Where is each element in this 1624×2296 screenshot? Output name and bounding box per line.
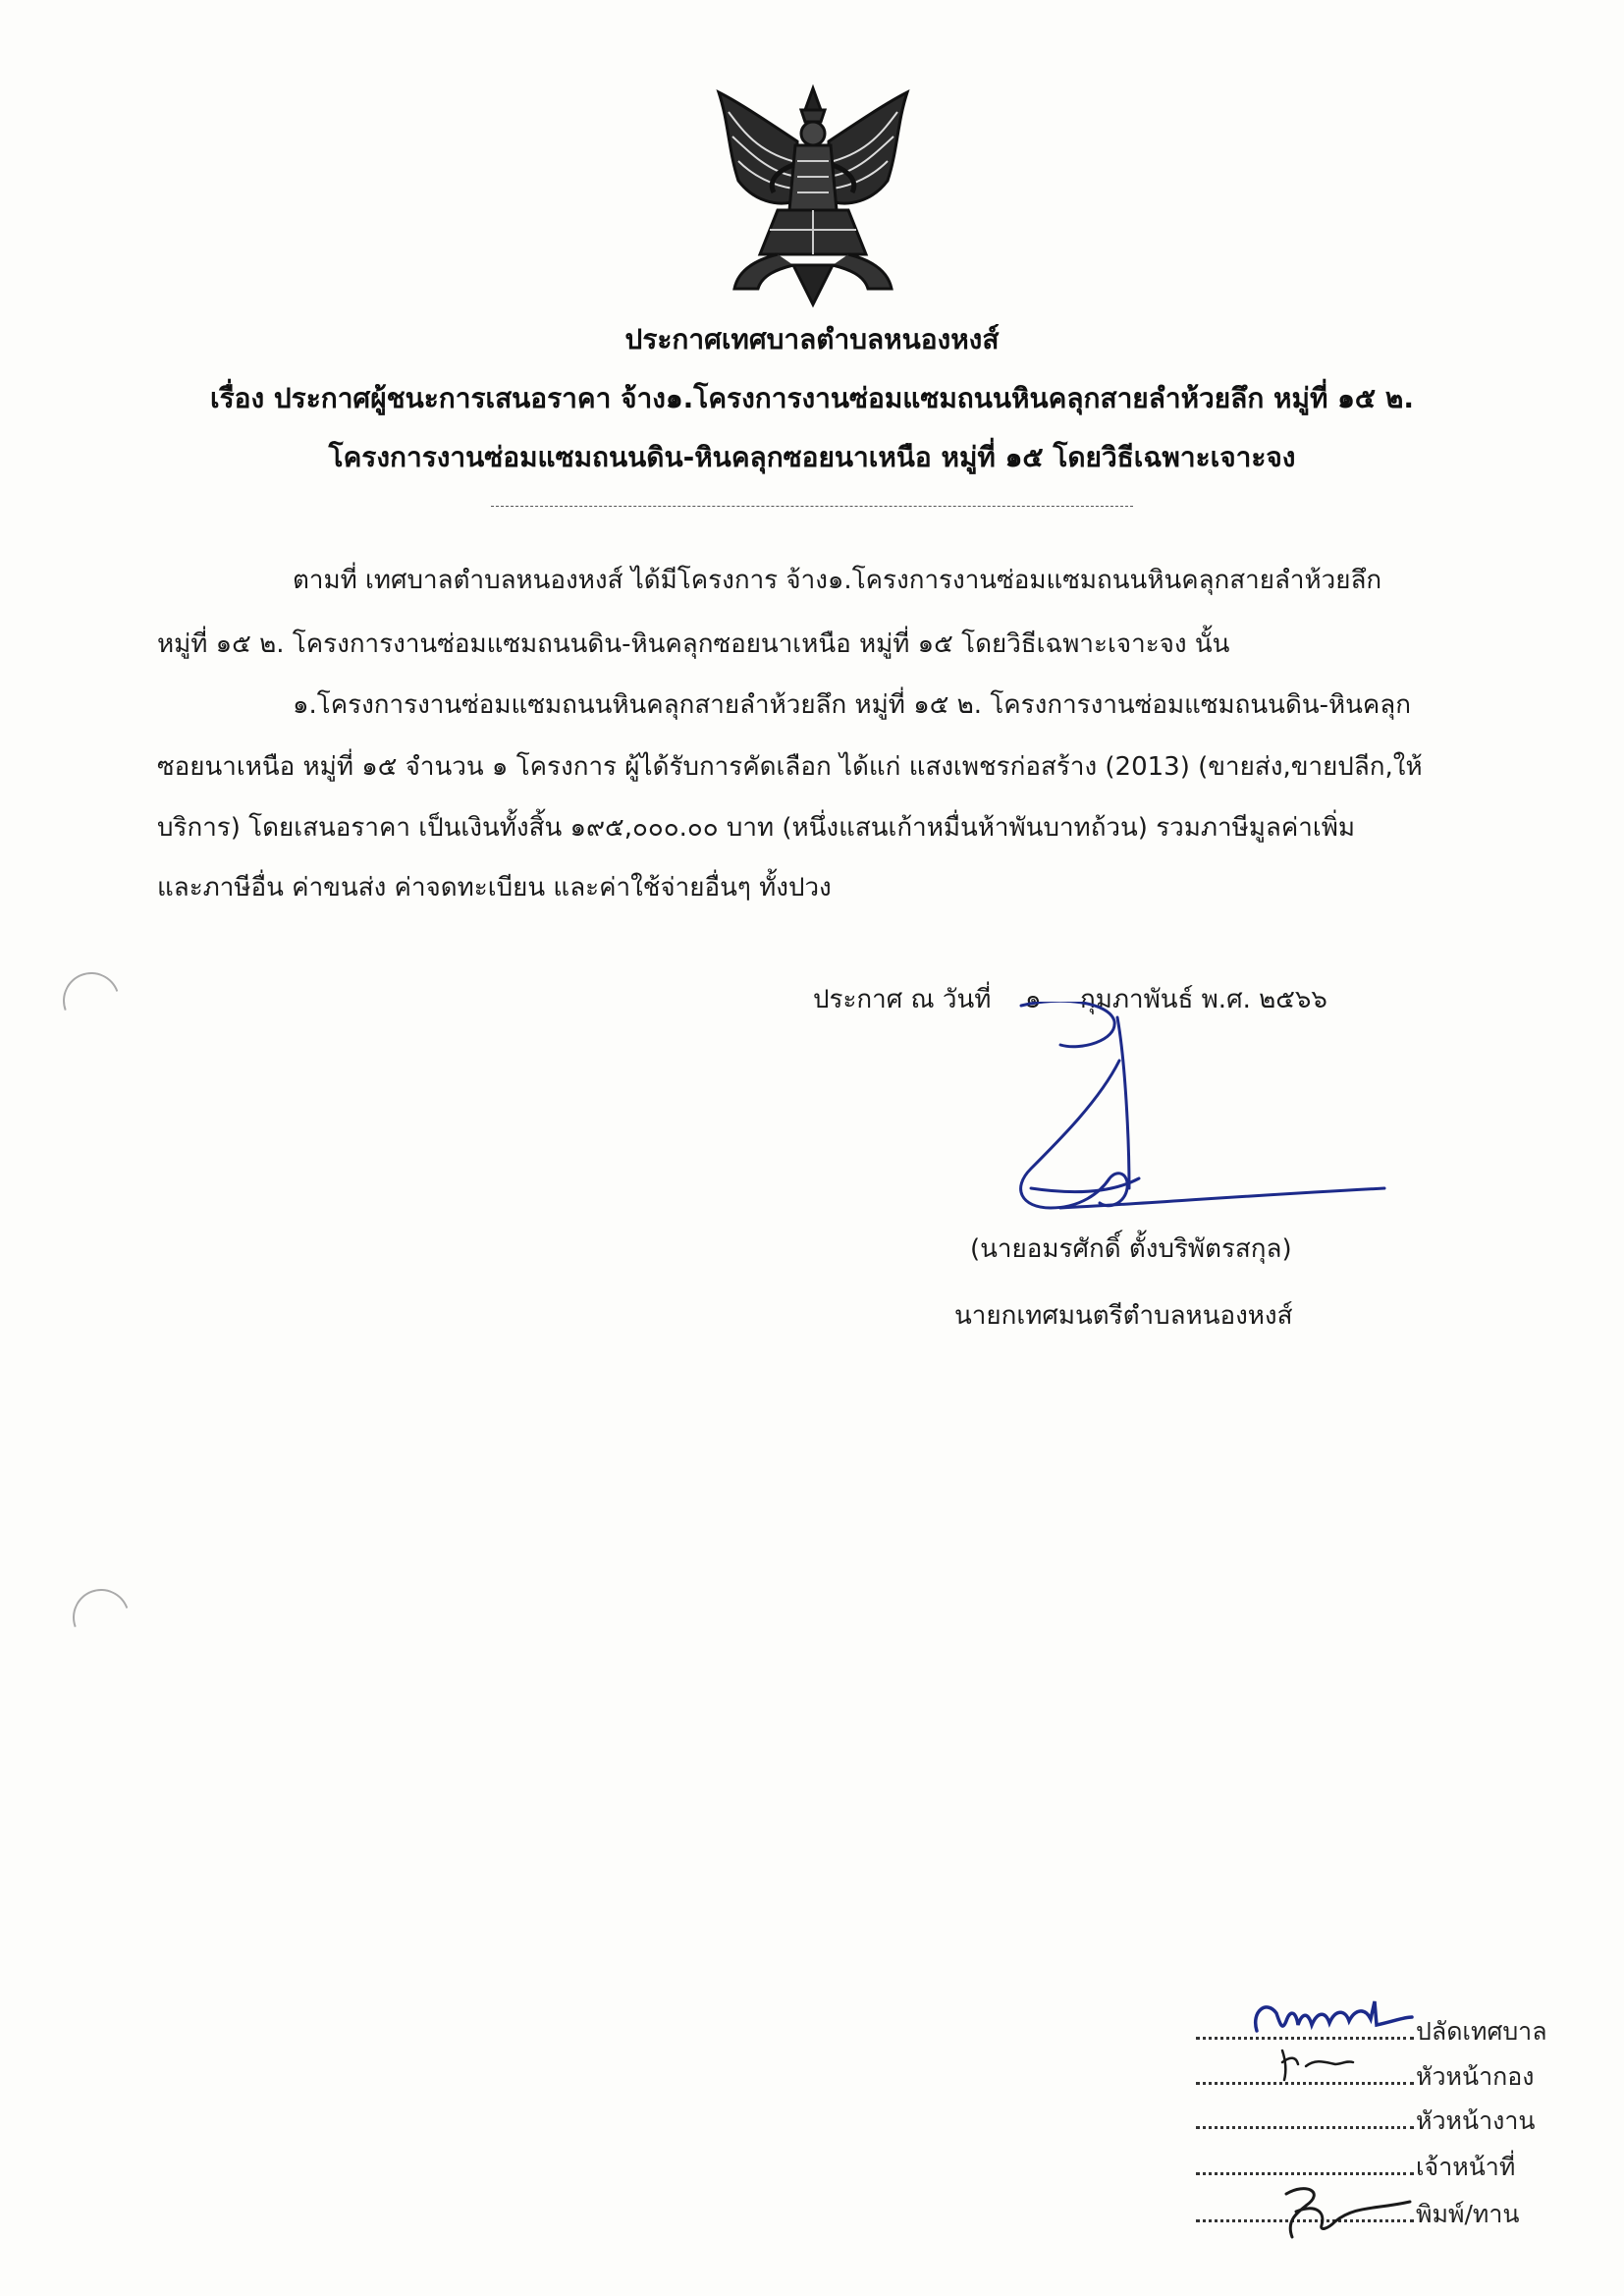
initials-signature-icon bbox=[1276, 2043, 1355, 2082]
subject-line-1: เรื่อง ประกาศผู้ชนะการเสนอราคา จ้าง๑.โครงการงานซ่อมแซมถนนหินคลุกสายลำห้วยลึก หมู่ที่ ๑๕ ๒. bbox=[210, 382, 1414, 414]
heading-divider bbox=[491, 506, 1133, 507]
initials-signature-icon bbox=[1267, 2182, 1414, 2241]
dotted-leader bbox=[1196, 2151, 1414, 2175]
approval-role: หัวหน้างาน bbox=[1416, 2106, 1536, 2135]
announce-day: ๑ bbox=[1025, 985, 1042, 1014]
subject-line-2: โครงการงานซ่อมแซมถนนดิน-หินคลุกซอยนาเหนือ หมู่ที่ ๑๕ โดยวิธีเฉพาะเจาะจง bbox=[328, 441, 1296, 473]
announce-month-year: กุมภาพันธ์ พ.ศ. ๒๕๖๖ bbox=[1080, 985, 1327, 1014]
dotted-leader bbox=[1196, 2105, 1414, 2129]
approval-line-division-head bbox=[1196, 2060, 1534, 2094]
signer-title: นายกเทศมนตรีตำบลหนองหงส์ bbox=[954, 1301, 1293, 1331]
approval-role: เจ้าหน้าที่ bbox=[1416, 2153, 1516, 2181]
punch-hole-mark bbox=[63, 1579, 138, 1655]
signature-icon bbox=[1001, 1002, 1394, 1237]
approval-line-section-head bbox=[1196, 2105, 1535, 2138]
signer-name: (นายอมรศักดิ์ ตั้งบริพัตรสกุล) bbox=[970, 1234, 1292, 1264]
paragraph-2-line-2: ซอยนาเหนือ หมู่ที่ ๑๕ จำนวน ๑ โครงการ ผู้ได้รับการคัดเลือก ได้แก่ แสงเพชรก่อสร้าง (2013) (ขายส่ง,ขายปลีก,ให้ bbox=[157, 752, 1423, 782]
approval-role: พิมพ์/ทาน bbox=[1416, 2200, 1520, 2228]
paragraph-2-line-4: และภาษีอื่น ค่าขนส่ง ค่าจดทะเบียน และค่าใช้จ่ายอื่นๆ ทั้งปวง bbox=[157, 873, 832, 902]
initials-signature-icon bbox=[1247, 1992, 1414, 2050]
paragraph-2-line-3: บริการ) โดยเสนอราคา เป็นเงินทั้งสิ้น ๑๙๕,๐๐๐.๐๐ บาท (หนึ่งแสนเก้าหมื่นห้าพันบาทถ้วน) รวมภาษีมูลค่าเพิ่ม bbox=[157, 813, 1356, 843]
paragraph-1-line-1: ตามที่ เทศบาลตำบลหนองหงส์ ได้มีโครงการ จ้าง๑.โครงการงานซ่อมแซมถนนหินคลุกสายลำห้วยลึก bbox=[293, 566, 1382, 595]
paragraph-2-line-1: ๑.โครงการงานซ่อมแซมถนนหินคลุกสายลำห้วยลึก หมู่ที่ ๑๕ ๒. โครงการงานซ่อมแซมถนนดิน-หินคลุก bbox=[293, 690, 1411, 720]
garuda-emblem-icon bbox=[699, 82, 927, 310]
punch-hole-mark bbox=[53, 962, 129, 1038]
announcement-title: ประกาศเทศบาลตำบลหนองหงส์ bbox=[624, 323, 1000, 355]
approval-role: ปลัดเทศบาล bbox=[1416, 2017, 1547, 2046]
approval-role: หัวหน้ากอง bbox=[1416, 2062, 1535, 2091]
announce-date-label: ประกาศ ณ วันที่ bbox=[813, 985, 992, 1014]
paragraph-1-line-2: หมู่ที่ ๑๕ ๒. โครงการงานซ่อมแซมถนนดิน-หินคลุกซอยนาเหนือ หมู่ที่ ๑๕ โดยวิธีเฉพาะเจาะจง นั้น bbox=[157, 629, 1230, 659]
approval-line-officer bbox=[1196, 2151, 1515, 2184]
